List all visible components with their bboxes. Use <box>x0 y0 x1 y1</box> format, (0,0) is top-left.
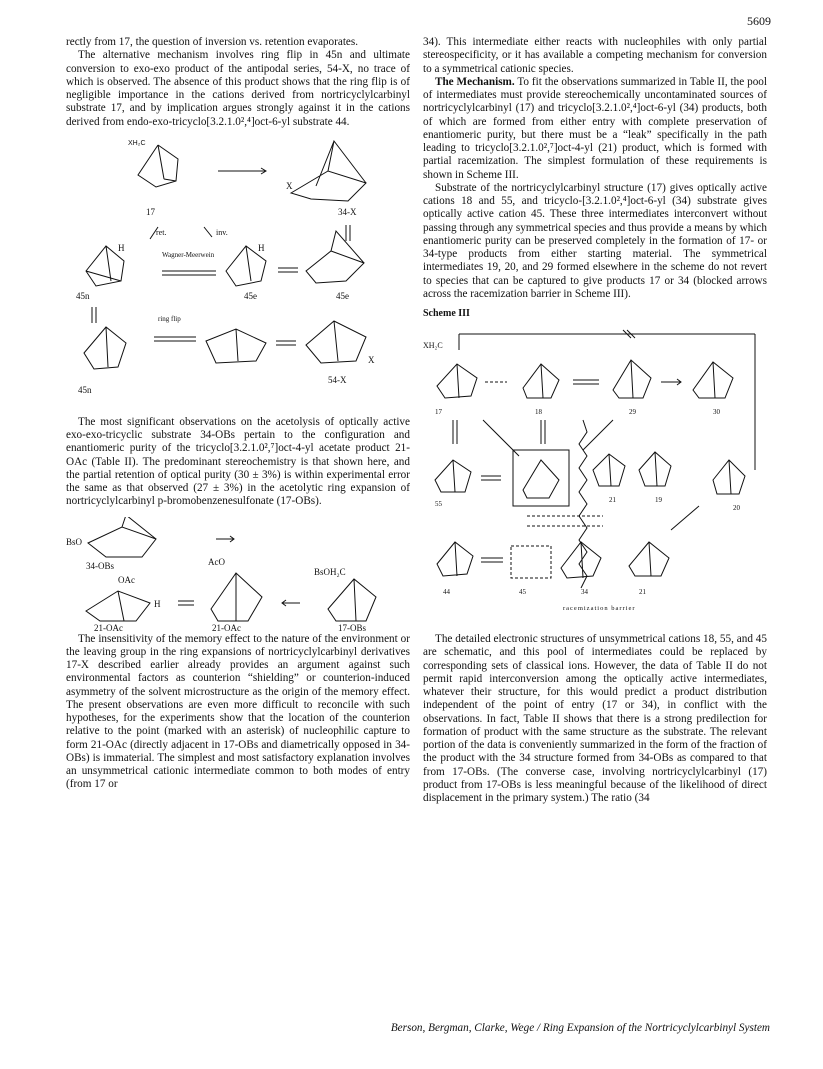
label-21oac-a: 21-OAc <box>94 622 123 633</box>
scheme-iii <box>423 307 767 633</box>
right-paragraph-2: The Mechanism. To fit the observations summarized in Table II, the pool of intermediates must provide stereochemically uncontaminated sources of nortricyclylcarbinyl (17) and tricyclo[3.2.1.0²,⁴]oct-6-yl (34) products, both of which are formed from either entry with complete preservation of enantiomeric purity, but there must be a “leak” specifically in the path leading to tricyclo[3.2.1.0²,⁷]oct-4-yl (21) product, which is formed with partial racemization. The simplest formulation of these requirements is shown in Scheme III. <box>423 75 767 181</box>
left-paragraph-2: The alternative mechanism involves ring flip in 45n and ultimate conversion to exo-exo product of the antipodal series, 54-X, no trace of which is observed. The absence of this product shows that the ring flip is of negligible importance in the cations derived from nortricyclylcarbinyl substrate 17, and by implication argues strongly against it in the cations derived from endo-exo-tricyclo[3.2.1.0²,⁴]oct-6-yl substrate 44. <box>66 49 410 128</box>
scheme-title: Scheme III <box>423 308 470 319</box>
svg-text:inv.: inv. <box>216 227 228 237</box>
running-footer: Berson, Bergman, Clarke, Wege / Ring Expansion of the Nortricyclylcarbinyl System <box>390 1022 770 1034</box>
svg-text:XH₂C: XH₂C <box>423 341 443 351</box>
svg-text:45n: 45n <box>78 384 92 395</box>
page-number: 5609 <box>747 14 771 28</box>
svg-text:19: 19 <box>655 496 662 505</box>
svg-text:H: H <box>118 242 125 253</box>
label-17: 17 <box>146 206 155 217</box>
svg-text:X: X <box>368 354 375 365</box>
left-column <box>66 36 410 792</box>
right-paragraph-4: The detailed electronic structures of unsymmetrical cations 18, 55, and 45 are schematic, and this pool of intermediates could be replaced by corresponding sets of classical ions. However, the data of Table II do not permit rapid interconversion among the optically active intermediates, whatever their structure, for this would predict a product distribution independent of the point of entry (17 or 34), in conflict with the observations. In fact, Table II shows that there is a strong predilection for formation of product with the same structure as the substrate. The relevant portion of the data is conveniently summarized in the form of the fraction of the product with the 34 structure formed from 34-OBs as compared to that from 17-OBs. (The converse case, involving nortricyclylcarbinyl (17) product from 17-OBs is less meaningful because of the likelihood of direct displacement in the primary system.) The ratio (34 <box>423 633 767 804</box>
right-paragraph-3: Substrate of the nortricyclylcarbinyl structure (17) gives optically active cations 18 and 55, and tricyclo-[3.2.1.0²,⁴]oct-6-yl (34) substrate gives optically active cation 45. These three intermediates interconvert without passing through any symmetrical species and thus provide a means by which enantiomeric purity can be preserved completely in the formation of 17- or 34-type products from either starting material. The symmetrical intermediates 19, 20, and 29 formed elsewhere in the scheme do not revert to species that can be captured to give products 17 or 34 (blocked arrows across the racemization barrier in Scheme III). <box>423 181 767 300</box>
svg-text:45e: 45e <box>336 290 349 301</box>
svg-text:55: 55 <box>435 500 442 509</box>
svg-text:H: H <box>154 598 161 609</box>
section-heading-mechanism: The Mechanism. <box>435 75 515 88</box>
label-21oac-b: 21-OAc <box>212 622 241 633</box>
svg-text:BsO: BsO <box>66 536 83 547</box>
svg-text:34: 34 <box>581 588 588 597</box>
svg-text:45: 45 <box>519 588 526 597</box>
label-34obs: 34-OBs <box>86 560 115 571</box>
svg-text:AcO: AcO <box>208 556 225 567</box>
svg-text:30: 30 <box>713 408 720 417</box>
label-17obs: 17-OBs <box>338 622 367 633</box>
svg-text:OAc: OAc <box>118 574 135 585</box>
svg-text:ret.: ret. <box>156 227 167 237</box>
svg-text:17: 17 <box>435 408 442 417</box>
svg-text:ring flip: ring flip <box>158 314 181 323</box>
label-54x: 54-X <box>328 374 347 385</box>
label-racemization-barrier: racemization barrier <box>563 605 636 613</box>
label-45e: 45e <box>244 290 257 301</box>
figure-ring-flip-scheme <box>66 131 410 416</box>
left-paragraph-3: The most significant observations on the acetolysis of optically active exo-exo-tricyclic substrate 34-OBs pertain to the configuration and enantiomeric purity of the tricyclo[3.2.1.0²,⁷]oct-4-yl acetate product 21-OAc (Table II). The predominant stereochemistry is that shown here, and the partial retention of optical purity (30 ± 3%) is within experimental error the same as that observed (27 ± 3%) in the acetolytic ring expansion of nortricyclylcarbinyl p-bromobenzenesulfonate (17-OBs). <box>66 415 410 508</box>
label-xh2c: XH₂C <box>128 139 146 147</box>
right-column <box>423 36 767 805</box>
left-paragraph-4: The insensitivity of the memory effect to the nature of the environment or the leaving group in the ring expansions of nortricyclylcarbinyl derivatives 17-X described earlier already provides an argument against such environmental factors as counterion “shielding” or counterion-induced asymmetry of the solvent microstructure as the origin of the memory effect. The present observations are even more difficult to reconcile with such hypotheses, for the experiments show that the location of the counterion relative to the point (marked with an asterisk) of nucleophilic capture to form 21-OAc (directly adjacent in 17-OBs and diametrically opposed in 34-OBs) is immaterial. The simplest and most satisfactory explanation involves an unsymmetrical cationic intermediate common to both modes of entry (from 17 or <box>66 632 410 791</box>
svg-text:29: 29 <box>629 408 636 417</box>
label-45n: 45n <box>76 290 90 301</box>
svg-text:BsOH₂C: BsOH₂C <box>314 566 346 577</box>
label-34x: 34-X <box>338 206 357 217</box>
right-paragraph-1: 34). This intermediate either reacts with nucleophiles with only partial stereospecificity, or it has available a competing mechanism for conversion to a symmetrical cationic species. <box>423 36 767 75</box>
figure-acetolysis-products <box>66 517 410 633</box>
svg-text:20: 20 <box>733 504 740 513</box>
svg-text:44: 44 <box>443 588 450 597</box>
svg-text:Wagner-Meerwein: Wagner-Meerwein <box>162 250 215 259</box>
svg-text:18: 18 <box>535 408 542 417</box>
svg-text:21: 21 <box>609 496 616 505</box>
svg-text:21: 21 <box>639 588 646 597</box>
svg-text:H: H <box>258 242 265 253</box>
svg-text:X: X <box>286 180 293 191</box>
left-paragraph-1: rectly from 17, the question of inversion vs. retention evaporates. <box>66 36 359 48</box>
